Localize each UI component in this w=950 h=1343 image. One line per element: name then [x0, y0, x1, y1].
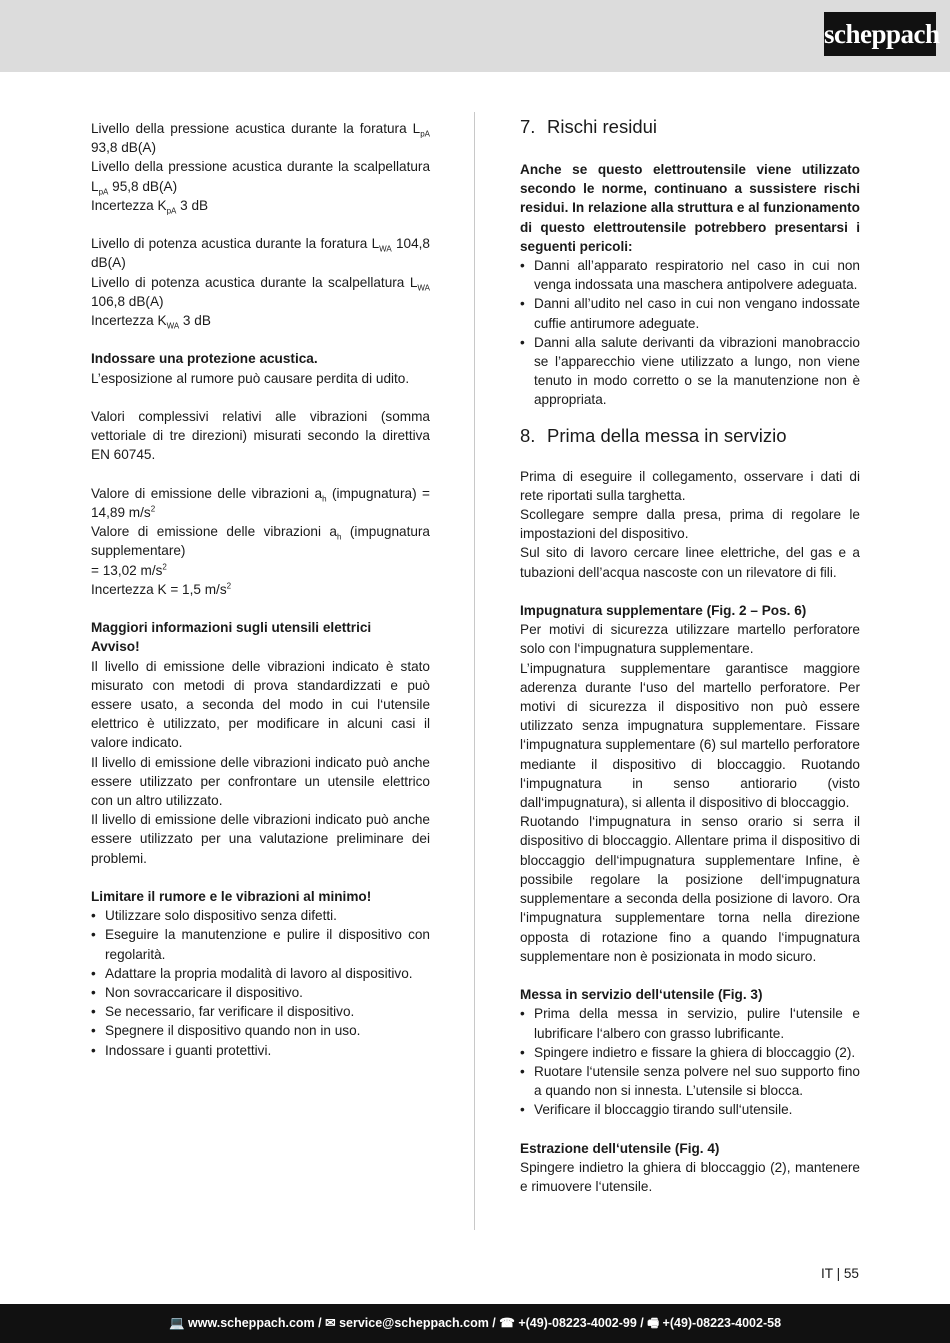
fax-number: +(49)-08223-4002-58: [662, 1316, 782, 1330]
footer-bar: 💻 www.scheppach.com / ✉ service@scheppach.com / ☎ +(49)-08223-4002-99 / 🖷 +(49)-08223-4002-58: [0, 1304, 950, 1343]
phone-icon: ☎: [499, 1316, 515, 1330]
column-divider: [474, 112, 475, 1230]
grip-heading: Impugnatura supplementare (Fig. 2 – Pos. 6): [520, 603, 807, 619]
list-item: • Verificare il bloccaggio tirando sull‘utensile.: [520, 1100, 860, 1119]
left-column: [91, 119, 430, 1060]
list-item: • Danni alla salute derivanti da vibrazioni manobraccio se l’apparecchio viene utilizzato a lungo, non viene tenuto in modo corretto o se la manutenzione non è appropriata.: [520, 333, 860, 410]
power-line-1: Livello di potenza acustica durante la foratura $L_{WA}$ 104,8 dB(A): [91, 236, 430, 271]
scheppach-logo: scheppach: [824, 12, 936, 56]
page-number: IT | 55: [820, 1266, 859, 1281]
computer-icon: 💻: [168, 1316, 185, 1330]
power-line-2: Livello di potenza acustica durante la scalpellatura $L_{WA}$ 106,8 dB(A): [91, 274, 430, 309]
vibration-value-1: Valore di emissione delle vibrazioni $a_h$ (impugnatura) = 14,89 $m/s^2$: [91, 485, 430, 520]
vibration-uncertainty: Incertezza K = 1,5 $m/s^2$: [91, 581, 232, 597]
more-info-heading: Maggiori informazioni sugli utensili elettrici: [91, 620, 372, 636]
warning-heading: Avviso!: [91, 639, 140, 655]
list-item: • Adattare la propria modalità di lavoro al dispositivo.: [91, 964, 430, 983]
warning-para-3: Il livello di emissione delle vibrazioni indicato può anche essere utilizzato per una valutazione preliminare dei problemi.: [91, 812, 430, 866]
noise-line-3: Incertezza $K_{pA}$ 3 dB: [91, 197, 209, 216]
list-item: • Prima della messa in servizio, pulire l‘utensile e lubrificare l‘albero con grasso lubrificante.: [520, 1004, 860, 1042]
mail-icon: ✉: [325, 1316, 336, 1330]
grip-para-1: Per motivi di sicurezza utilizzare martello perforatore solo con l‘impugnatura supplementare.: [520, 622, 860, 657]
vibration-intro: Valori complessivi relativi alle vibrazioni (somma vettoriale di tre direzioni) misurati secondo la direttiva EN 60745.: [91, 409, 430, 463]
list-item: • Utilizzare solo dispositivo senza difetti.: [91, 906, 430, 925]
residual-risks-list: [520, 256, 860, 410]
extract-heading: Estrazione dell‘utensile (Fig. 4): [520, 1140, 720, 1156]
hearing-text: L’esposizione al rumore può causare perdita di udito.: [91, 370, 410, 386]
list-item: • Indossare i guanti protettivi.: [91, 1041, 430, 1060]
noise-line-2: Livello della pressione acustica durante la scalpellatura $L_{pA}$ 95,8 dB(A): [91, 159, 430, 197]
vibration-value-2b: = 13,02 $m/s^2$: [91, 562, 167, 578]
limit-heading: Limitare il rumore e le vibrazioni al minimo!: [91, 889, 372, 905]
list-item: • Danni all’udito nel caso in cui non vengano indossate cuffie antirumore adeguate.: [520, 294, 860, 332]
grip-para-2: L’impugnatura supplementare garantisce maggiore aderenza durante l‘uso del martello perforatore. Per motivi di sicurezza il dispositivo non può essere utilizzato senza impugnatura supplementare. Fissare l‘impugnatura supplementare (6) sul martello perforatore mediante il dispositivo di bloccaggio. Ruotando l‘impugnatura in senso antiorario (visto dall‘impugnatura), si allenta il dispositivo di bloccaggio.: [520, 660, 860, 811]
limit-list: [91, 906, 430, 1060]
warning-para-1: Il livello di emissione delle vibrazioni indicato è stato misurato con metodi di prova standardizzati e può essere usato, a seconda del modo in cui l‘utensile elettrico è utilizzato, per modificare in alcuni casi il valore indicato.: [91, 658, 430, 751]
list-item: • Spegnere il dispositivo quando non in uso.: [91, 1021, 430, 1040]
list-item: • Ruotare l‘utensile senza polvere nel suo supporto fino a quando non si innesta. L’utensile si blocca.: [520, 1062, 860, 1100]
noise-line-1: Livello della pressione acustica durante la foratura $L_{pA}$ 93,8 dB(A): [91, 121, 430, 156]
power-line-3: Incertezza $K_{WA}$ 3 dB: [91, 313, 211, 331]
hearing-heading: Indossare una protezione acustica.: [91, 351, 318, 367]
list-item: • Danni all’apparato respiratorio nel caso in cui non venga indossata una maschera antipolvere adeguata.: [520, 256, 860, 294]
commission-heading: Messa in servizio dell‘utensile (Fig. 3): [520, 987, 763, 1003]
extract-text: Spingere indietro la ghiera di bloccaggio (2), mantenere e rimuovere l‘utensile.: [520, 1159, 860, 1195]
section-8-title: 8. Prima della messa in servizio: [520, 424, 787, 446]
commission-list: [520, 1004, 860, 1119]
list-item: • Spingere indietro e fissare la ghiera di bloccaggio (2).: [520, 1043, 860, 1062]
right-column: [520, 116, 860, 1196]
list-item: • Non sovraccaricare il dispositivo.: [91, 983, 430, 1002]
prep-para-3: Sul sito di lavoro cercare linee elettriche, del gas e a tubazioni dell’acqua nascoste con un rilevatore di fili.: [520, 545, 860, 580]
residual-risks-intro: Anche se questo elettroutensile viene utilizzato secondo le norme, continuano a sussistere rischi residui. In relazione alla struttura e al funzionamento di questo elettroutensile potrebbero presentarsi i seguenti pericoli:: [520, 162, 860, 254]
warning-para-2: Il livello di emissione delle vibrazioni indicato può anche essere utilizzato per confrontare un utensile elettrico con un altro utilizzato.: [91, 754, 430, 809]
list-item: • Se necessario, far verificare il dispositivo.: [91, 1002, 430, 1021]
list-item: • Eseguire la manutenzione e pulire il dispositivo con regolarità.: [91, 925, 430, 963]
website-link[interactable]: www.scheppach.com: [188, 1316, 315, 1330]
prep-para-2: Scollegare sempre dalla presa, prima di regolare le impostazioni del dispositivo.: [520, 507, 860, 542]
vibration-value-2: Valore di emissione delle vibrazioni $a_h$ (impugnatura supplementare): [91, 524, 430, 559]
email-link[interactable]: service@scheppach.com: [339, 1316, 489, 1330]
phone-number: +(49)-08223-4002-99: [518, 1316, 637, 1330]
grip-para-3: Ruotando l‘impugnatura in senso orario si serra il dispositivo di bloccaggio. Allentare prima il dispositivo di bloccaggio dell‘impugnatura supplementare Infine, è possibile regolare la posizione dell‘impugnatura supplementare a seconda della posizione di lavoro. Ora l‘impugnatura supplementare torna nella direzione opposta di rotazione fino a quando l‘impugnatura supplementare non è posizionata in modo sicuro.: [520, 814, 860, 964]
section-7-title: 7. Rischi residui: [520, 116, 658, 137]
fax-icon: 🖷: [647, 1316, 660, 1330]
prep-para-1: Prima di eseguire il collegamento, osservare i dati di rete riportati sulla targhetta.: [520, 468, 860, 503]
header-bar: [0, 0, 950, 72]
